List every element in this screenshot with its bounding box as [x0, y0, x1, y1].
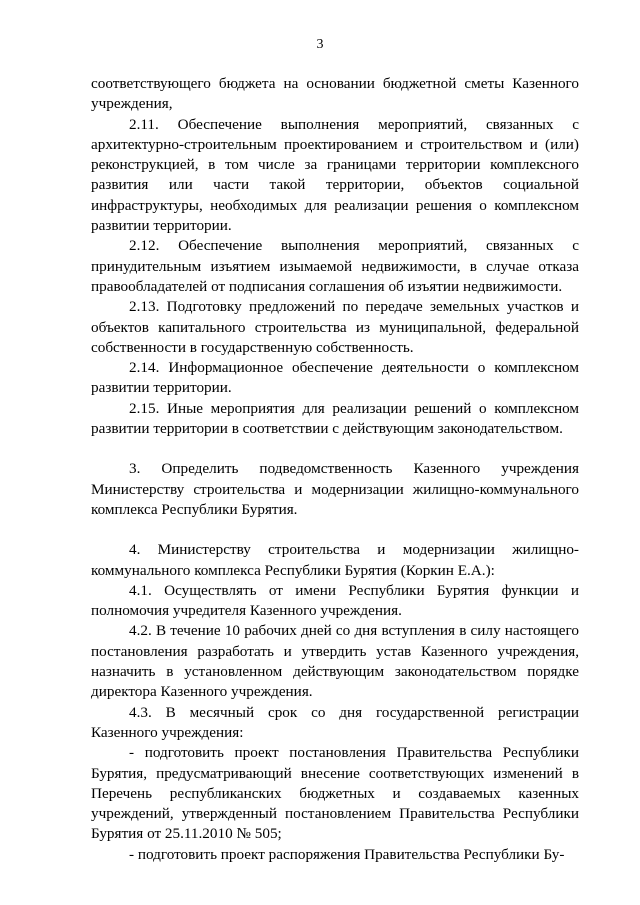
paragraph-3: 3. Определить подведомственность Казенного учреждения Министерству строительства и модернизации жилищно-коммунального комплекса Республики Бурятия.	[91, 460, 579, 518]
page-number: 3	[316, 37, 324, 52]
document-body	[91, 74, 579, 865]
paragraph-4-2: 4.2. В течение 10 рабочих дней со дня вступления в силу настоящего постановления разработать и утвердить устав Казенного учреждения, назначить в установленном действующим законодательством порядке директора Казенного учреждения.	[91, 622, 579, 701]
paragraph-2-12: 2.12. Обеспечение выполнения мероприятий, связанных с принудительным изъятием изымаемой недвижимости, в случае отказа правообладателей от подписания соглашения об изъятии недвижимости.	[91, 237, 579, 295]
list-item-order-draft: - подготовить проект распоряжения Правительства Республики Бу-	[129, 845, 565, 863]
paragraph-4-3: 4.3. В месячный срок со дня государственной регистрации Казенного учреждения:	[91, 703, 579, 741]
paragraph-4-1: 4.1. Осуществлять от имени Республики Бурятия функции и полномочия учредителя Казенного учреждения.	[91, 581, 579, 620]
paragraph-4: 4. Министерству строительства и модернизации жилищно-коммунального комплекса Республики Бурятия (Коркин Е.А.):	[91, 541, 579, 579]
paragraph-2-11: 2.11. Обеспечение выполнения мероприятий, связанных с архитектурно-строительным проектированием и строительством и (или) реконструкцией, в том числе за границами территории комплексного развития или части такой территории, объектов социальной инфраструктуры, необходимых для реализации решения о комплексном развитии территории.	[91, 115, 579, 235]
paragraph-budget-continuation: соответствующего бюджета на основании бюджетной сметы Казенного учреждения,	[91, 75, 579, 113]
paragraph-2-15: 2.15. Иные мероприятия для реализации решений о комплексном развитии территории в соответствии с действующим законодательством.	[91, 399, 579, 438]
paragraph-2-14: 2.14. Информационное обеспечение деятельности о комплексном развитии территории.	[91, 359, 579, 397]
list-item-decree-draft: - подготовить проект постановления Правительства Республики Бурятия, предусматривающий внесение соответствующих изменений в Перечень республиканских бюджетных и создаваемых казенных учреждений, утвержденный постановлением Правительства Республики Бурятия от 25.11.2010 № 505;	[91, 744, 579, 843]
paragraph-2-13: 2.13. Подготовку предложений по передаче земельных участков и объектов капитального строительства из муниципальной, федеральной собственности в государственную собственность.	[91, 298, 579, 356]
